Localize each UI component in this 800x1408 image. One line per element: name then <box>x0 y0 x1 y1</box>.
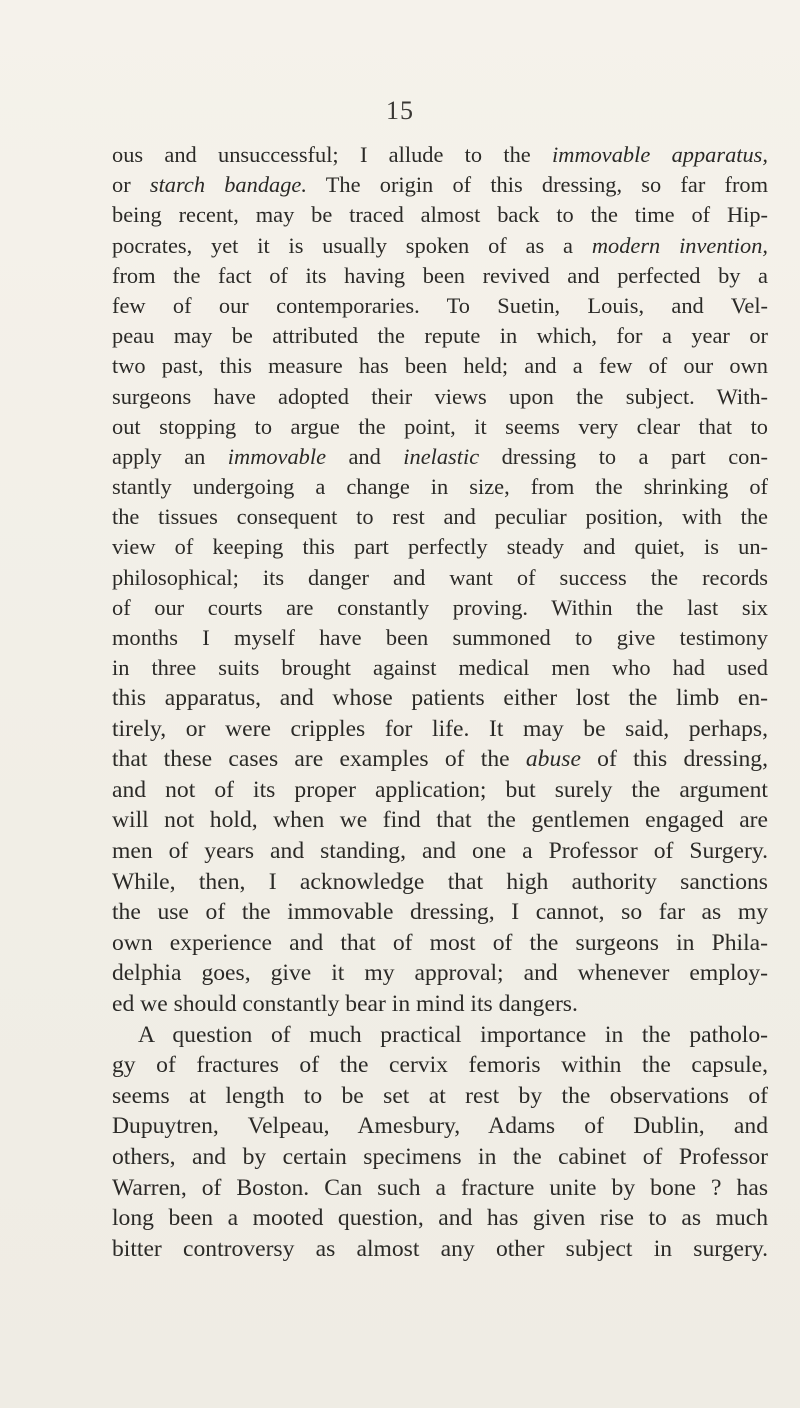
text-line: ed we should constantly bear in mind its dangers. <box>112 990 578 1017</box>
text-line: ous and unsuccessful; I allude to the immovable apparatus, <box>112 142 768 167</box>
text-line: or starch bandage. The origin of this dressing, so far from <box>112 172 769 198</box>
text-line: the tissues consequent to rest and peculiar position, with the <box>112 504 768 530</box>
text-line: that these cases are examples of the abuse of this dressing, <box>112 746 768 773</box>
text-line: from the fact of its having been revived and perfected by a <box>112 262 768 288</box>
italic-phrase: immovable apparatus, <box>552 142 768 167</box>
text-line: bitter controversy as almost any other subject in surgery. <box>112 1235 768 1262</box>
text-line: the use of the immovable dressing, I cannot, so far as my <box>112 899 768 926</box>
text-line: own experience and that of most of the surgeons in Phila- <box>112 929 768 956</box>
text-line: apply an immovable and inelastic dressing to a part con- <box>112 443 768 469</box>
text-line: two past, this measure has been held; and a few of our own <box>112 353 768 379</box>
text-line: Dupuytren, Velpeau, Amesbury, Adams of Dublin, and <box>112 1113 768 1140</box>
page-number: 15 <box>386 96 414 125</box>
italic-phrase: immovable <box>227 443 327 469</box>
text-line: seems at length to be set at rest by the observations of <box>112 1082 768 1109</box>
text-line: months I myself have been summoned to give testimony <box>112 625 768 650</box>
text-line: peau may be attributed the repute in which, for a year or <box>112 323 768 349</box>
italic-phrase: starch bandage. <box>149 172 307 198</box>
text-line: will not hold, when we find that the gentlemen engaged are <box>112 807 768 834</box>
italic-phrase: abuse <box>525 746 581 773</box>
paragraph-upper <box>112 140 768 683</box>
text-line: pocrates, yet it is usually spoken of as a modern invention, <box>112 232 768 258</box>
text-line: out stopping to argue the point, it seems very clear that to <box>112 413 768 439</box>
text-line: While, then, I acknowledge that high authority sanctions <box>112 868 768 895</box>
text-line: stantly undergoing a change in size, from the shrinking of <box>112 474 768 500</box>
text-line: Warren, of Boston. Can such a fracture unite by bone ? has <box>112 1174 768 1201</box>
text-line: few of our contemporaries. To Suetin, Louis, and Vel- <box>112 292 768 318</box>
text-line: delphia goes, give it my approval; and whenever employ- <box>112 960 768 987</box>
text-line: and not of its proper application; but surely the argument <box>112 776 768 803</box>
text-line: this apparatus, and whose patients either lost the limb en- <box>112 685 768 711</box>
text-line: view of keeping this part perfectly steady and quiet, is un- <box>112 534 768 560</box>
italic-phrase: modern invention, <box>591 232 768 258</box>
italic-phrase: inelastic <box>403 443 480 469</box>
text-line: of our courts are constantly proving. Within the last six <box>112 594 768 620</box>
paragraph-lower <box>112 683 768 1264</box>
text-line: being recent, may be traced almost back to the time of Hip- <box>112 202 768 228</box>
text-line: surgeons have adopted their views upon the subject. With- <box>112 383 768 409</box>
text-line: men of years and standing, and one a Professor of Surgery. <box>112 837 768 864</box>
text-line: long been a mooted question, and has given rise to as much <box>112 1205 768 1232</box>
text-line: others, and by certain specimens in the cabinet of Professor <box>112 1143 768 1170</box>
text-line: in three suits brought against medical men who had used <box>112 655 768 681</box>
text-line: tirely, or were cripples for life. It may be said, perhaps, <box>112 715 768 742</box>
text-line: gy of fractures of the cervix femoris within the capsule, <box>112 1052 768 1079</box>
text-line: philosophical; its danger and want of success the records <box>112 564 768 590</box>
text-line: A question of much practical importance in the patholo- <box>138 1021 768 1048</box>
